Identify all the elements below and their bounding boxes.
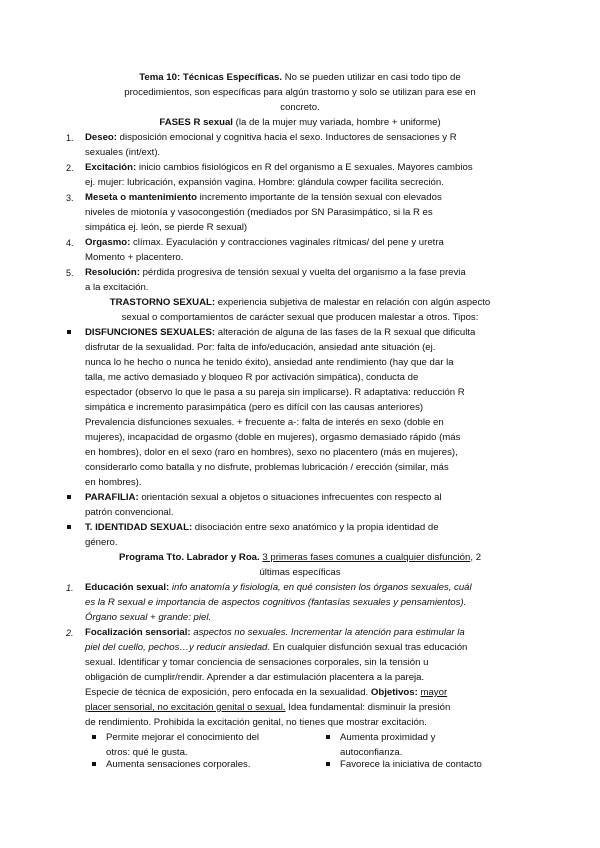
fase-item: Meseta o mantenimiento incremento importante de la tensión sexual con elevados (85, 192, 442, 203)
bullet-square (67, 525, 71, 529)
fase-item-cont: niveles de miotonía y vasocongestión (mediados por SN Parasimpático, si la R es (85, 207, 433, 218)
topic-title: Tema 10: Técnicas Específicas. (139, 72, 283, 83)
bullet-square (326, 735, 330, 739)
trastorno-heading: TRASTORNO SEXUAL: experiencia subjetiva de malestar en relación con algún aspecto (109, 297, 491, 308)
trastorno-text: sexual o comportamientos de carácter sexual que producen malestar a otros. Tipos: (121, 312, 479, 323)
programa-item-cont: placer sensorial, no excitación genital o sexual. Idea fundamental: disminuir la presión (85, 702, 451, 713)
fases-heading: FASES R sexual (la de la mujer muy variada, hombre + uniforme) (159, 117, 441, 128)
list-number: 2. (66, 163, 74, 173)
tipo-item-cont: en hombres), dolor en el sexo (raro en hombres), sexo no placentero (más en mujeres), (85, 447, 458, 458)
fase-item-cont: ej. mujer: lubricación, expansión vagina. Hombre: glándula cowper facilita secreción. (85, 177, 444, 188)
programa-item-cont: es la R sexual e importancia de aspectos cognitivos (fantasías sexuales y pensamientos). (85, 597, 467, 608)
objetivo-item: Aumenta sensaciones corporales. (106, 759, 251, 770)
objetivo-item: Permite mejorar el conocimiento del (106, 732, 260, 743)
tipo-item-cont: talla, me activo demasiado y bloqueo R por activación simpática), conducta de (85, 372, 419, 383)
list-number: 1. (66, 583, 74, 593)
tipo-item-cont: disfrutar de la sexualidad. Por: falta de info/educación, ansiedad ante situación (ej. (85, 342, 436, 353)
fase-item: Resolución: pérdida progresiva de tensión sexual y vuelta del organismo a la fase previa (85, 267, 466, 278)
programa-item-cont: sexual. Identificar y tomar conciencia de sensaciones corporales, sin la tensión u (85, 657, 429, 668)
programa-item-cont: Especie de técnica de exposición, pero enfocada en la sexualidad. Objetivos: mayor (85, 687, 448, 698)
fase-item-cont: simpática ej. león, se pierde R sexual) (85, 222, 248, 233)
programa-item: Focalización sensorial: aspectos no sexuales. Incrementar la atención para estimular la (85, 627, 465, 638)
tipo-item-cont: considerarlo como batalla y no disfrute, problemas lubricación / erección (similar, más (85, 462, 449, 473)
topic-text-line: concreto. (280, 102, 320, 113)
list-number: 2. (66, 628, 74, 638)
programa-item-cont: obligación de cumplir/rendir. Aprender a dar estimulación placentera a la pareja. (85, 672, 425, 683)
programa-item: Educación sexual: info anatomía y fisiología, en qué consisten los órganos sexuales, cuál (85, 582, 472, 593)
programa-item-cont: Órgano sexual + grande: piel. (85, 612, 212, 623)
objetivo-item: Aumenta proximidad y (340, 732, 436, 743)
tipo-item: DISFUNCIONES SEXUALES: alteración de alguna de las fases de la R sexual que dificulta (85, 327, 476, 338)
tipo-item: T. IDENTIDAD SEXUAL: disociación entre sexo anatómico y la propia identidad de (85, 522, 439, 533)
list-number: 4. (66, 238, 74, 248)
tipo-item-cont: Prevalencia disfunciones sexuales. + frecuente a-: falta de interés en sexo (doble en (85, 417, 444, 428)
list-number: 3. (66, 193, 74, 203)
programa-item-cont: piel del cuello, pechos…y reducir ansiedad. En cualquier disfunción sexual tras educación (85, 642, 468, 653)
objetivo-item-cont: otros: qué le gusta. (106, 747, 188, 758)
bullet-square (67, 330, 71, 334)
fase-item-cont: Momento + placentero. (85, 252, 184, 263)
fase-item-cont: a la excitación. (85, 282, 149, 293)
programa-heading: Programa Tto. Labrador y Roa. 3 primeras fases comunes a cualquier disfunción, 2 (118, 552, 482, 563)
objetivo-item: Favorece la iniciativa de contacto (340, 759, 482, 770)
tipo-item-cont: patrón convencional. (85, 507, 174, 518)
tipo-item-cont: espectador (observo lo que le pasa a su pareja sin implicarse). R adaptativa: reducción R (85, 387, 465, 398)
topic-text-line: procedimientos, son específicas para algún trastorno y solo se utilizan para ese en (124, 87, 476, 98)
tipo-item-cont: en hombres). (85, 477, 142, 488)
list-number: 1. (66, 133, 74, 143)
tipo-item-cont: mujeres), incapacidad de orgasmo (doble en mujeres), orgasmo demasiado rápido (más (85, 432, 461, 443)
fase-item: Orgasmo: clímax. Eyaculación y contracciones vaginales rítmicas/ del pene y uretra (85, 237, 444, 248)
fase-item: Deseo: disposición emocional y cognitiva hacia el sexo. Inductores de sensaciones y R (85, 132, 457, 143)
tipo-item-cont: género. (85, 537, 118, 548)
tipo-item-cont: simpática e incremento parasimpática (pero es difícil con las causas anteriores) (85, 402, 424, 413)
programa-item-cont: de rendimiento. Prohibida la excitación genital, no tienes que mostrar excitación. (85, 717, 427, 728)
fase-item: Excitación: inicio cambios fisiológicos en R del organismo a E sexuales. Mayores cambios (85, 162, 473, 173)
tipo-item: PARAFILIA: orientación sexual a objetos o situaciones infrecuentes con respecto al (85, 492, 442, 503)
tipo-item-cont: nunca lo he hecho o nunca he tenido éxito), ansiedad ante rendimiento (hay que dar la (85, 357, 454, 368)
list-number: 5. (66, 268, 74, 278)
bullet-square (326, 762, 330, 766)
bullet-square (92, 762, 96, 766)
objetivo-item-cont: autoconfianza. (340, 747, 403, 758)
programa-heading-cont: últimas específicas (259, 567, 341, 578)
bullet-square (67, 495, 71, 499)
bullet-square (92, 735, 96, 739)
topic-title-line: Tema 10: Técnicas Específicas. No se pueden utilizar en casi todo tipo de (139, 72, 461, 83)
fase-item-cont: sexuales (int/ext). (85, 147, 161, 158)
